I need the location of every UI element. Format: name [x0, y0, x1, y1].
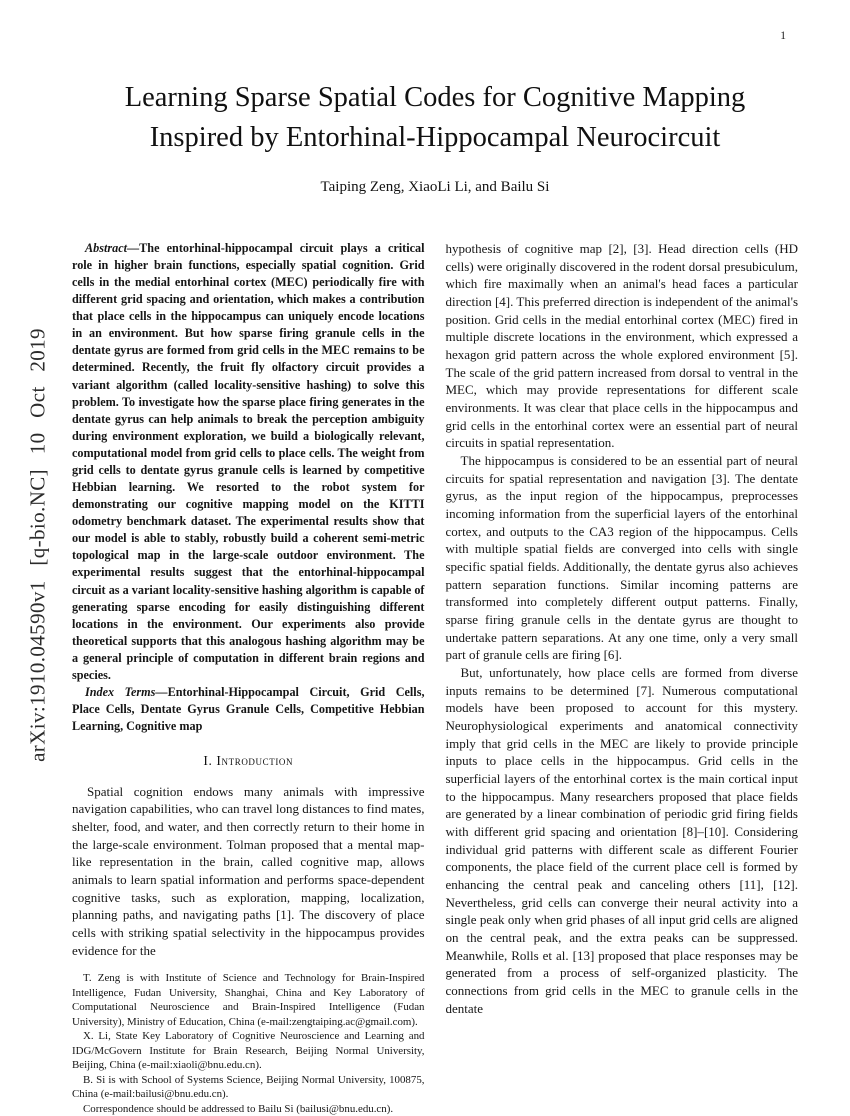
- abstract-text: The entorhinal-hippocampal circuit plays a critical role in higher brain functions, especially spatial cognition. Grid cells in the medial entorhinal cortex (MEC) periodically fire with different grid spacing and orientation, which makes a contribution that place cells in the hippocampus can uniquely encode locations in an environment. But how sparse firing granule cells in the dentate gyrus are formed from grid cells in the MEC remains to be determined. Recently, the fruit fly olfactory circuit provides a variant algorithm (called locality-sensitive hashing) to solve this problem. To investigate how the sparse place firing generates in the dentate gyrus can help animals to break the perception ambiguity during environment exploration, we build a biologically relevant, computational model from grid cells to place cells. The weight from grid cells to dentate gyrus granule cells is learned by competitive Hebbian learning. We resorted to the robot system for demonstrating our cognitive mapping model on the KITTI odometry benchmark dataset. The experimental results show that our model is able to stably, robustly build a coherent semi-metric topological map in the large-scale outdoor environment. The experimental results suggest that the entorhinal-hippocampal circuit as a variant locality-sensitive hashing algorithm is capable of generating sparse encoding for easily distinguishing different locations in the environment. Our experiments also provide theoretical supports that this analogous hashing algorithm may be a general principle of computation in different brain regions and species.: [72, 240, 425, 682]
- right-column: [446, 240, 799, 1116]
- page-number: 1: [780, 30, 786, 42]
- index-terms-text: Entorhinal-Hippocampal Circuit, Grid Cells, Place Cells, Dentate Gyrus Granule Cells, Competitive Hebbian Learning, Cognitive map: [72, 684, 425, 734]
- left-column: [72, 240, 425, 1116]
- two-column-body: [72, 240, 798, 1116]
- abstract-label: Abstract—: [85, 240, 140, 255]
- paper-title: Learning Sparse Spatial Codes for Cognitive Mapping Inspired by Entorhinal-Hippocampal Neurocircuit: [124, 82, 746, 154]
- section-heading-introduction: I. Introduction: [203, 753, 294, 769]
- paper-authors: Taiping Zeng, XiaoLi Li, and Bailu Si: [320, 178, 550, 195]
- footnote-affiliation-si: B. Si is with School of Systems Science, Beijing Normal University, 100875, China (e-mail:bailusi@bnu.edu.cn).: [72, 1073, 425, 1101]
- body-paragraph: hypothesis of cognitive map [2], [3]. Head direction cells (HD cells) were originally discovered in the rodent dorsal presubiculum, which fire maximally when an animal's head faces a particular direction [4]. This preferred direction is independent of the animal's position. Grid cells in the medial entorhinal cortex (MEC) fired in multiple discrete locations in the environment, which expressed a hexagon grid pattern across the whole explored environment [5]. The scale of the grid pattern increased from dorsal to ventral in the MEC, which may provide representations for different scale environments. It was clear that place cells in the hippocampus and grid cells in the entorhinal cortex were an essential part of neural circuits in spatial representation.: [445, 240, 798, 451]
- body-paragraph: But, unfortunately, how place cells are formed from diverse inputs remains to be determined [7]. Numerous computational models have been proposed to account for this mystery. Neurophysiological experiments and anatomical connectivity imply that grid cells in the MEC are likely to provide principle inputs to place cells in the hippocampus. Grid cells in the superficial layers of the entorhinal cortex is the main cortical input to the hippocampus. Many researchers proposed that place fields are generated by a linear combination of periodic grid firing fields with different grid spacing and orientation [8]–[10]. Considering individual grid patterns with different scale as different Fourier components, the place field of the current place cell is formed by enhancing the central peak and canceling others [11], [12]. Nevertheless, grid cells can converge their neural activity into a single peak only when grid phases of all input grid cells are aligned on the central peak, and the extra peaks can be suppressed. Meanwhile, Rolls et al. [13] proposed that place responses may be generated from a process of self-organized plasticity. The connections from grid cells in the MEC to granule cells in the dentate: [445, 665, 798, 1016]
- arxiv-stamp: arXiv:1910.04590v1 [q-bio.NC] 10 Oct 2019: [25, 328, 50, 762]
- abstract: [72, 240, 425, 684]
- body-paragraph: The hippocampus is considered to be an essential part of neural circuits for spatial representation and navigation [3]. The dentate gyrus, as the input region of the hippocampus, preprocesses incoming information from the superficial layers of the entorhinal cortex, and outputs to the CA3 region of the hippocampus. Cells with multiple spatial fields are converged into cells with single specific spatial fields. Additionally, the dentate gyrus also achieves pattern separation functions. Similar incoming patterns are transformed into completely different output patterns. Finally, sparse firing granule cells in the dentate gyrus are thought to undertake pattern separations. At any one time, only a very small part of granule cells are firing [6].: [445, 453, 798, 663]
- footnote-affiliation-li: X. Li, State Key Laboratory of Cognitive Neuroscience and Learning and IDG/McGovern Institute for Brain Research, Beijing Normal University, Beijing, China (e-mail:xiaoli@bnu.edu.cn).: [72, 1030, 425, 1072]
- index-terms: [72, 684, 425, 735]
- index-terms-label: Index Terms—: [85, 684, 168, 699]
- author-footnotes: [72, 971, 425, 1116]
- footnote-correspondence: Correspondence should be addressed to Bailu Si (bailusi@bnu.edu.cn).: [83, 1102, 394, 1115]
- footnote-affiliation-zeng: T. Zeng is with Institute of Science and Technology for Brain-Inspired Intelligence, Fudan University, Shanghai, China and Key Laboratory of Computational Neuroscience and Brain-Inspired Intelligence (Fudan University), Ministry of Education, China (e-mail:zengtaiping.ac@gmail.com).: [72, 972, 425, 1028]
- intro-paragraph: Spatial cognition endows many animals with impressive navigation capabilities, who can travel long distances to find mates, shelter, food, and water, and then correctly return to their home in the large-scale environment. Tolman proposed that a mental map-like representation in the brain, called cognitive map, allows animals to learn spatial information and performs space-dependent cognitive tasks, such as exploration, mapping, localization, planning paths, and navigating paths [1]. The discovery of place cells with striking spatial selectivity in the hippocampus provides evidence for the: [72, 783, 425, 958]
